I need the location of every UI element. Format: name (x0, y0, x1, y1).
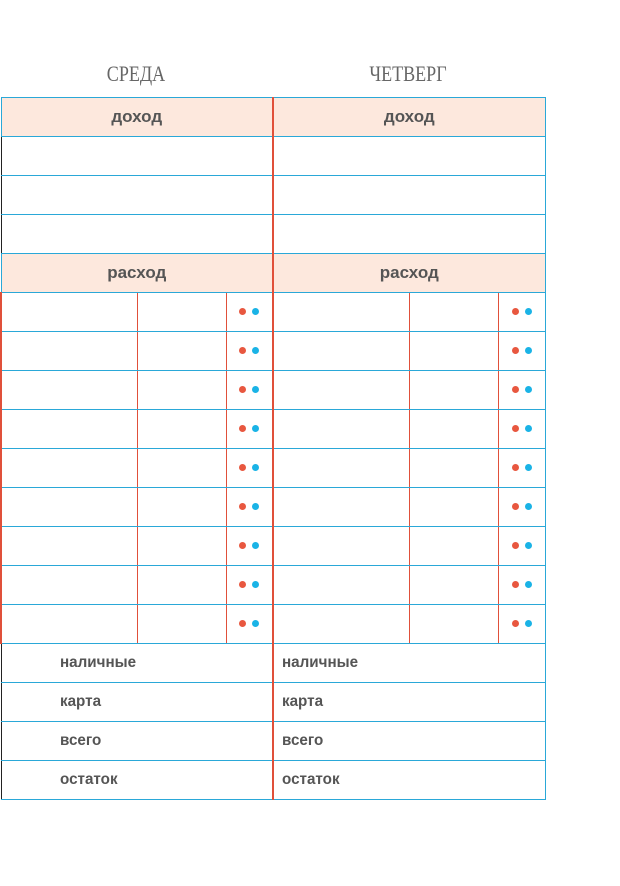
expense-row (1, 566, 545, 605)
day-title-wednesday: СРЕДА (106, 61, 166, 86)
expense-amount-cell-wednesday[interactable] (137, 449, 226, 488)
expense-amount-cell-wednesday[interactable] (137, 488, 226, 527)
expense-amount-cell-wednesday[interactable] (137, 410, 226, 449)
blue-dot-marker (252, 503, 259, 510)
card-label: карта (59, 693, 101, 710)
expense-amount-cell-thursday[interactable] (409, 332, 498, 371)
expense-marker-cell-thursday[interactable] (498, 371, 545, 410)
red-dot-marker (512, 308, 519, 315)
blue-dot-marker (252, 464, 259, 471)
summary-cell-thursday[interactable] (273, 761, 545, 800)
income-row (1, 215, 545, 254)
red-dot-marker (239, 581, 246, 588)
expense-marker-cell-thursday[interactable] (498, 527, 545, 566)
expense-amount-cell-wednesday[interactable] (137, 332, 226, 371)
income-cell-wednesday[interactable] (1, 215, 273, 254)
balance-label: остаток (59, 771, 118, 788)
expense-item-cell-thursday[interactable] (273, 410, 409, 449)
summary-row-cash (1, 644, 545, 683)
income-cell-thursday[interactable] (273, 215, 545, 254)
expense-row (1, 371, 545, 410)
expense-amount-cell-thursday[interactable] (409, 605, 498, 644)
red-dot-marker (512, 620, 519, 627)
income-cell-wednesday[interactable] (1, 137, 273, 176)
expense-item-cell-wednesday[interactable] (1, 527, 137, 566)
expense-marker-cell-wednesday[interactable] (226, 371, 273, 410)
expense-marker-cell-wednesday[interactable] (226, 410, 273, 449)
expense-item-cell-wednesday[interactable] (1, 605, 137, 644)
expense-item-cell-thursday[interactable] (273, 527, 409, 566)
income-row (1, 137, 545, 176)
red-dot-marker (239, 464, 246, 471)
expense-marker-cell-wednesday[interactable] (226, 293, 273, 332)
expense-amount-cell-thursday[interactable] (409, 449, 498, 488)
expense-row (1, 488, 545, 527)
expense-marker-cell-wednesday[interactable] (226, 566, 273, 605)
red-dot-marker (512, 425, 519, 432)
expense-amount-cell-thursday[interactable] (409, 410, 498, 449)
expense-item-cell-wednesday[interactable] (1, 410, 137, 449)
card-label: карта (282, 693, 324, 710)
expense-row (1, 449, 545, 488)
blue-dot-marker (525, 464, 532, 471)
expense-row (1, 332, 545, 371)
expense-row (1, 293, 545, 332)
income-cell-thursday[interactable] (273, 137, 545, 176)
summary-row-total (1, 722, 545, 761)
expense-amount-cell-thursday[interactable] (409, 566, 498, 605)
expense-item-cell-wednesday[interactable] (1, 371, 137, 410)
blue-dot-marker (525, 581, 532, 588)
expense-amount-cell-wednesday[interactable] (137, 566, 226, 605)
summary-cell-wednesday[interactable] (1, 722, 273, 761)
expense-amount-cell-thursday[interactable] (409, 488, 498, 527)
expense-marker-cell-thursday[interactable] (498, 410, 545, 449)
expense-marker-cell-thursday[interactable] (498, 488, 545, 527)
expense-amount-cell-wednesday[interactable] (137, 527, 226, 566)
red-dot-marker (239, 386, 246, 393)
expense-row (1, 527, 545, 566)
red-dot-marker (512, 542, 519, 549)
summary-cell-thursday[interactable] (273, 722, 545, 761)
blue-dot-marker (252, 620, 259, 627)
budget-table (0, 97, 546, 800)
red-dot-marker (239, 347, 246, 354)
expense-item-cell-wednesday[interactable] (1, 566, 137, 605)
expense-item-cell-wednesday[interactable] (1, 332, 137, 371)
red-dot-marker (512, 503, 519, 510)
red-dot-marker (239, 503, 246, 510)
expense-item-cell-thursday[interactable] (273, 449, 409, 488)
red-dot-marker (512, 386, 519, 393)
red-dot-marker (239, 308, 246, 315)
blue-dot-marker (525, 542, 532, 549)
expense-amount-cell-thursday[interactable] (409, 527, 498, 566)
blue-dot-marker (252, 542, 259, 549)
expense-marker-cell-thursday[interactable] (498, 293, 545, 332)
expense-header-thursday: расход (273, 254, 545, 293)
red-dot-marker (512, 347, 519, 354)
expense-item-cell-wednesday[interactable] (1, 488, 137, 527)
expense-item-cell-thursday[interactable] (273, 488, 409, 527)
income-header-wednesday: доход (1, 98, 273, 137)
expense-marker-cell-wednesday[interactable] (226, 527, 273, 566)
blue-dot-marker (252, 308, 259, 315)
summary-cell-wednesday[interactable] (1, 761, 273, 800)
expense-amount-cell-wednesday[interactable] (137, 371, 226, 410)
total-label: всего (282, 732, 324, 749)
income-header-thursday: доход (273, 98, 545, 137)
expense-header-wednesday: расход (1, 254, 273, 293)
expense-row (1, 410, 545, 449)
summary-cell-wednesday[interactable] (1, 644, 273, 683)
summary-row-balance (1, 761, 545, 800)
red-dot-marker (239, 620, 246, 627)
summary-cell-thursday[interactable] (273, 683, 545, 722)
expense-item-cell-thursday[interactable] (273, 371, 409, 410)
expense-row (1, 605, 545, 644)
expense-marker-cell-thursday[interactable] (498, 449, 545, 488)
expense-marker-cell-wednesday[interactable] (226, 605, 273, 644)
expense-item-cell-thursday[interactable] (273, 605, 409, 644)
blue-dot-marker (252, 347, 259, 354)
cash-label: наличные (282, 654, 359, 671)
income-cell-wednesday[interactable] (1, 176, 273, 215)
day-title-thursday: ЧЕТВЕРГ (369, 61, 447, 86)
total-label: всего (59, 732, 101, 749)
red-dot-marker (239, 425, 246, 432)
expense-item-cell-wednesday[interactable] (1, 449, 137, 488)
blue-dot-marker (525, 425, 532, 432)
expense-marker-cell-wednesday[interactable] (226, 488, 273, 527)
blue-dot-marker (525, 347, 532, 354)
blue-dot-marker (252, 386, 259, 393)
blue-dot-marker (525, 503, 532, 510)
red-dot-marker (512, 464, 519, 471)
expense-item-cell-wednesday[interactable] (1, 293, 137, 332)
expense-marker-cell-wednesday[interactable] (226, 332, 273, 371)
cash-label: наличные (59, 654, 136, 671)
blue-dot-marker (525, 386, 532, 393)
blue-dot-marker (252, 581, 259, 588)
red-dot-marker (239, 542, 246, 549)
expense-marker-cell-thursday[interactable] (498, 332, 545, 371)
expense-amount-cell-thursday[interactable] (409, 293, 498, 332)
income-row (1, 176, 545, 215)
expense-header-row (1, 254, 545, 293)
expense-amount-cell-thursday[interactable] (409, 371, 498, 410)
blue-dot-marker (525, 620, 532, 627)
expense-marker-cell-thursday[interactable] (498, 566, 545, 605)
expense-marker-cell-thursday[interactable] (498, 605, 545, 644)
blue-dot-marker (252, 425, 259, 432)
expense-item-cell-thursday[interactable] (273, 332, 409, 371)
expense-marker-cell-wednesday[interactable] (226, 449, 273, 488)
balance-label: остаток (282, 771, 340, 788)
expense-amount-cell-wednesday[interactable] (137, 293, 226, 332)
red-dot-marker (512, 581, 519, 588)
summary-cell-thursday[interactable] (273, 644, 545, 683)
blue-dot-marker (525, 308, 532, 315)
income-cell-thursday[interactable] (273, 176, 545, 215)
expense-item-cell-thursday[interactable] (273, 293, 409, 332)
expense-amount-cell-wednesday[interactable] (137, 605, 226, 644)
summary-row-card (1, 683, 545, 722)
expense-item-cell-thursday[interactable] (273, 566, 409, 605)
summary-cell-wednesday[interactable] (1, 683, 273, 722)
income-header-row (1, 98, 545, 137)
